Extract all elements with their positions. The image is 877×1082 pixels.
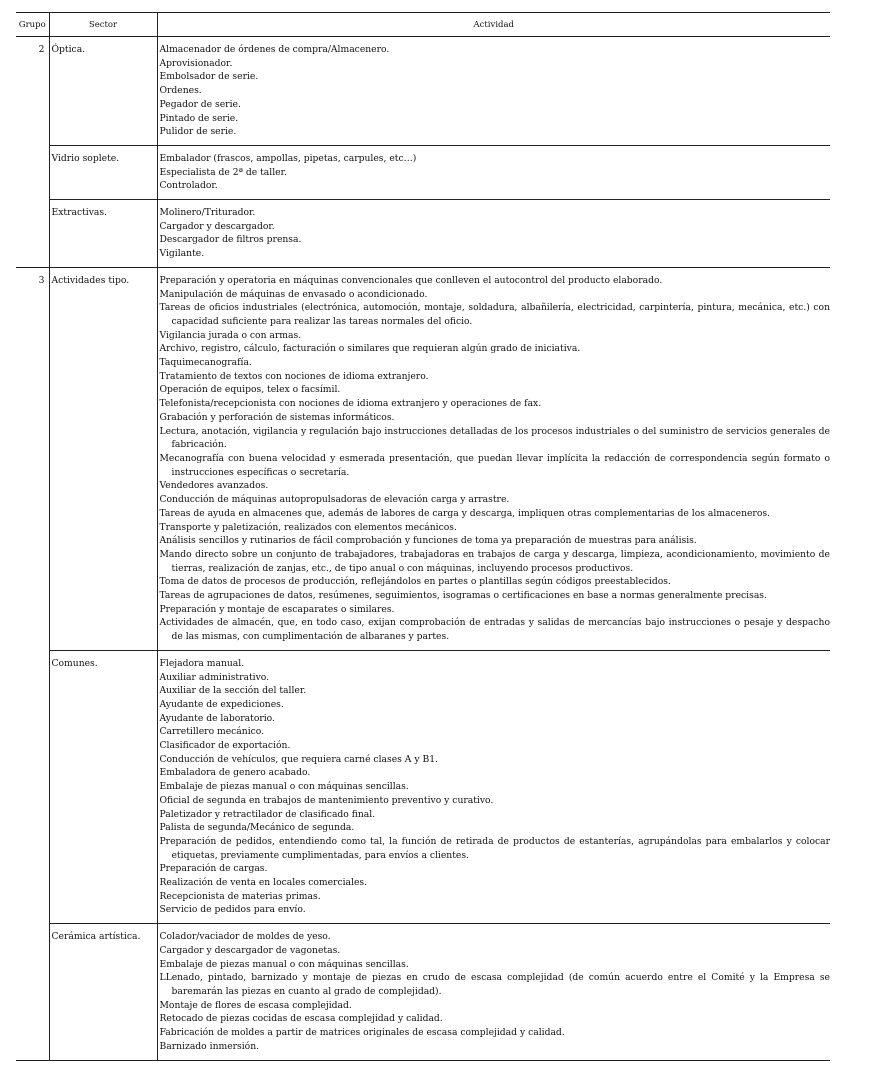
table-row: [16, 37, 830, 146]
activity-item: Telefonista/recepcionista con nociones de idioma extranjero y operaciones de fax.: [159, 398, 542, 410]
activity-item: Ayudante de laboratorio.: [159, 712, 275, 724]
activity-item: Controlador.: [159, 180, 218, 192]
sector-name: Comunes.: [49, 650, 157, 923]
table-row: [16, 650, 830, 923]
activity-item: Grabación y perforación de sistemas informáticos.: [159, 411, 395, 423]
activity-item: Transporte y paletización, realizados con elementos mecánicos.: [159, 521, 457, 533]
activity-item: Molinero/Triturador.: [159, 207, 256, 219]
table-row: [16, 924, 830, 1060]
header-sector: Sector: [49, 13, 157, 37]
activity-item: Especialista de 2ª de taller.: [159, 166, 287, 178]
activity-item: Tareas de agrupaciones de datos, resúmenes, seguimientos, isogramas o certificaciones en base a normas generalmente precisas.: [159, 590, 767, 602]
activity-item: LLenado, pintado, barnizado y montaje de piezas en crudo de escasa complejidad (de común acuerdo entre el Comité y la Empresa se baremarán las piezas en cuanto al grado de complejidad).: [159, 972, 830, 997]
activity-item: Embaladora de genero acabado.: [159, 767, 311, 779]
activity-item: Realización de venta en locales comerciales.: [159, 877, 368, 889]
activity-item: Actividades de almacén, que, en todo caso, exijan comprobación de entradas y salidas de mercancías bajo instrucciones o pesaje y despacho de las mismas, con cumplimentación de albaranes y partes.: [159, 617, 830, 643]
activity-item: Conducción de vehículos, que requiera carné clases A y B1.: [159, 753, 438, 765]
activity-item: Cargador y descargador.: [159, 220, 275, 232]
group-cell: [16, 145, 49, 199]
activity-item: Pintado de serie.: [159, 112, 239, 124]
activity-item: Operación de equipos, telex o facsímil.: [159, 384, 341, 396]
activity-item: Embalaje de piezas manual o con máquinas sencillas.: [159, 958, 409, 970]
sector-name: Cerámica artística.: [49, 924, 157, 1060]
activity-item: Retocado de piezas cocidas de escasa complejidad y calidad.: [159, 1013, 443, 1025]
activity-item: Fabricación de moldes a partir de matrices originales de escasa complejidad y calidad.: [159, 1027, 565, 1039]
sector-name: Óptica.: [49, 37, 157, 146]
activity-item: Manipulación de máquinas de envasado o acondicionado.: [159, 288, 428, 300]
activity-item: Ordenes.: [159, 85, 202, 97]
activity-item: Oficial de segunda en trabajos de mantenimiento preventivo y curativo.: [159, 794, 494, 806]
document-page: [16, 12, 830, 1061]
activity-list: [157, 145, 830, 199]
activity-item: Auxiliar administrativo.: [159, 671, 270, 683]
group-cell: [16, 924, 49, 1060]
group-number: 2: [38, 44, 45, 55]
group-cell: [16, 650, 49, 923]
activity-item: Tareas de ayuda en almacenes que, además de labores de carga y descarga, impliquen otras complementarias de los almaceneros.: [159, 507, 770, 519]
activity-item: Vendedores avanzados.: [159, 480, 269, 492]
activity-item: Carretillero mecánico.: [159, 726, 265, 738]
table-row: [16, 267, 830, 650]
activity-item: Preparación de cargas.: [159, 863, 268, 875]
activity-item: Mando directo sobre un conjunto de trabajadores, trabajadoras en trabajos de carga y descarga, limpieza, acondicionamiento, movimiento de tierras, realización de zanjas, etc., de tipo anual o con máquinas, incluyendo procesos productivos.: [159, 548, 830, 574]
group-cell: [16, 200, 49, 268]
activity-item: Taquimecanografía.: [159, 357, 252, 369]
activity-item: Descargador de filtros prensa.: [159, 234, 302, 246]
table-row: [16, 145, 830, 199]
activity-item: Cargador y descargador de vagonetas.: [159, 944, 341, 956]
activity-item: Preparación y montaje de escaparates o similares.: [159, 603, 395, 615]
activity-item: Aprovisionador.: [159, 57, 233, 69]
activity-item: Toma de datos de procesos de producción, reflejándolos en partes o plantillas según códigos preestablecidos.: [159, 576, 671, 588]
activity-item: Archivo, registro, cálculo, facturación o similares que requieran algún grado de iniciativa.: [159, 343, 581, 355]
activity-item: Palista de segunda/Mecánico de segunda.: [159, 822, 355, 834]
activity-table: [16, 12, 830, 1061]
activity-item: Conducción de máquinas autopropulsadoras de elevación carga y arrastre.: [159, 494, 510, 506]
activity-item: Lectura, anotación, vigilancia y regulación bajo instrucciones detalladas de los procesos industriales o del suministro de servicios generales de fabricación.: [159, 425, 830, 451]
activity-list: [157, 924, 830, 1060]
table-body: [16, 37, 830, 1061]
activity-item: Mecanografía con buena velocidad y esmerada presentación, que puedan llevar implícita la redacción de correspondencia según formato o instrucciones específicas o secretaría.: [159, 452, 830, 478]
activity-item: Flejadora manual.: [159, 657, 245, 669]
activity-item: Embalador (frascos, ampollas, pipetas, carpules, etc…): [159, 152, 417, 164]
activity-item: Auxiliar de la sección del taller.: [159, 685, 307, 697]
activity-item: Pulidor de serie.: [159, 126, 237, 138]
group-number: 3: [38, 274, 45, 286]
header-row: [16, 13, 830, 37]
activity-list: [157, 650, 830, 923]
activity-item: Ayudante de expediciones.: [159, 698, 284, 710]
sector-name: Vidrio soplete.: [49, 145, 157, 199]
activity-item: Recepcionista de materias primas.: [159, 890, 321, 902]
activity-item: Embolsador de serie.: [159, 71, 259, 83]
activity-item: Tratamiento de textos con nociones de idioma extranjero.: [159, 370, 429, 382]
activity-item: Paletizador y retractilador de clasificado final.: [159, 808, 376, 820]
activity-item: Embalaje de piezas manual o con máquinas sencillas.: [159, 781, 409, 793]
activity-item: Colador/vaciador de moldes de yeso.: [159, 931, 331, 943]
sector-name: Extractivas.: [49, 200, 157, 268]
table-row: [16, 200, 830, 268]
activity-item: Tareas de oficios industriales (electrónica, automoción, montaje, soldadura, albañilería, electricidad, carpintería, pintura, mecánica, etc.) con capacidad suficiente para realizar las tareas normales del oficio.: [159, 302, 830, 327]
activity-item: Vigilante.: [159, 248, 205, 260]
header-grupo: Grupo: [16, 13, 49, 37]
activity-item: Preparación de pedidos, entendiendo como tal, la función de retirada de productos de estanterías, agrupándolas para embalarlos y colocar etiquetas, previamente cumplimentadas, para envíos a clientes.: [159, 835, 830, 861]
activity-list: [157, 200, 830, 268]
activity-item: Barnizado inmersión.: [159, 1040, 260, 1052]
header-actividad: Actividad: [157, 13, 830, 37]
activity-item: Almacenador de órdenes de compra/Almacenero.: [159, 44, 390, 55]
sector-name: Actividades tipo.: [49, 267, 157, 650]
activity-item: Análisis sencillos y rutinarios de fácil comprobación y funciones de toma ya preparación de muestras para análisis.: [159, 535, 697, 547]
activity-item: Pegador de serie.: [159, 98, 241, 110]
activity-item: Clasificador de exportación.: [159, 740, 291, 752]
activity-item: Montaje de flores de escasa complejidad.: [159, 999, 352, 1011]
activity-item: Preparación y operatoria en máquinas convencionales que conlleven el autocontrol del producto elaborado.: [159, 274, 663, 286]
activity-item: Vigilancia jurada o con armas.: [159, 329, 302, 341]
activity-list: [157, 37, 830, 146]
activity-item: Servicio de pedidos para envío.: [159, 904, 306, 916]
activity-list: [157, 267, 830, 650]
